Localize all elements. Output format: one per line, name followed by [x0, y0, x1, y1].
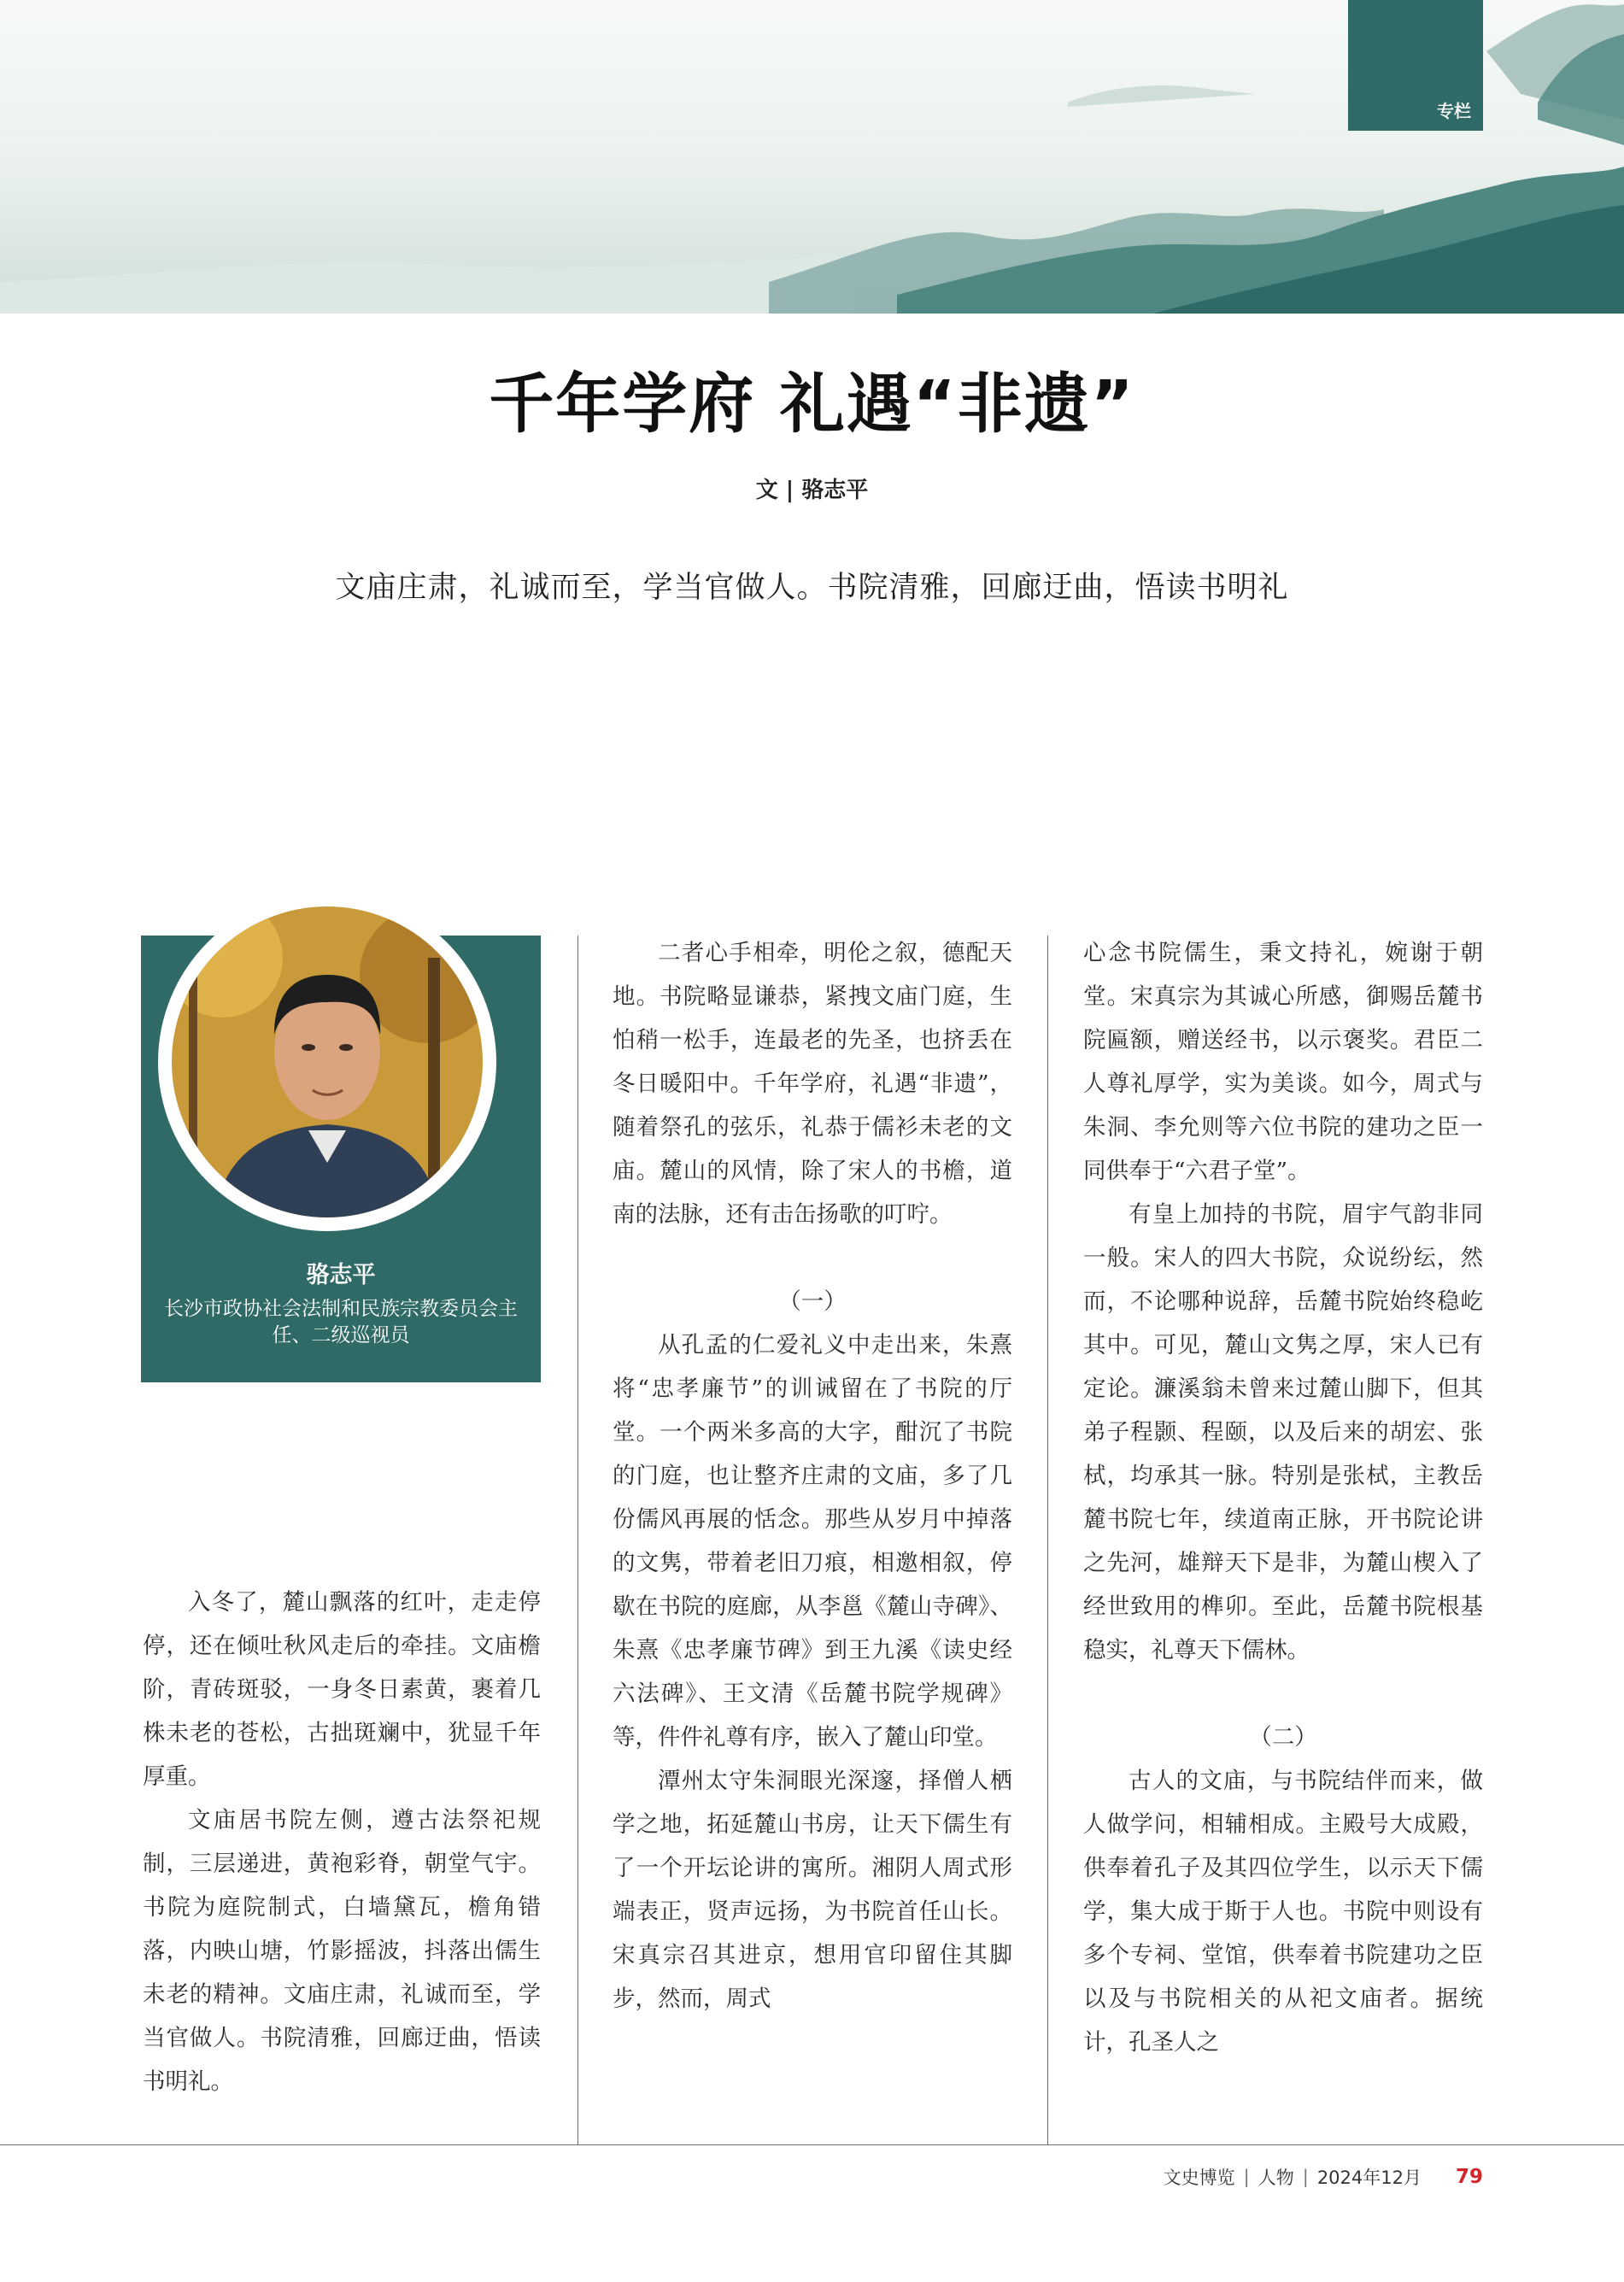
paragraph: 心念书院儒生，秉文持礼，婉谢于朝堂。宋真宗为其诚心所感，御赐岳麓书院匾额，赠送经书，以示褒奖。君臣二人尊礼厚学，实为美谈。如今，周式与朱洞、李允则等六位书院的建功之臣一同供奉于“六君子堂”。 — [1083, 940, 1483, 1184]
column-divider — [577, 936, 578, 2144]
header-banner — [0, 0, 1624, 314]
paragraph: 古人的文庙，与书院结伴而来，做人做学问，相辅相成。主殿号大成殿，供奉着孔子及其四位学生，以示天下儒学，集大成于斯于人也。书院中则设有多个专祠、堂馆，供奉着书院建功之臣以及与书院相关的从祀文庙者。据统计，孔圣人之 — [1083, 1768, 1483, 2056]
author-name: 骆志平 — [306, 1262, 376, 1288]
paragraph: 有皇上加持的书院，眉宇气韵非同一般。宋人的四大书院，众说纷纭，然而，不论哪种说辞，岳麓书院始终稳屹其中。可见，麓山文隽之厚，宋人已有定论。濂溪翁未曾来过麓山脚下，但其弟子程颢、程颐，以及后来的胡宏、张栻，均承其一脉。特别是张栻，主教岳麓书院七年，续道南正脉，开书院论讲之先河，雄辩天下是非，为麓山楔入了经世致用的榫卯。至此，岳麓书院根基稳实，礼尊天下儒林。 — [1083, 1201, 1483, 1663]
paragraph: 文庙居书院左侧，遵古法祭祀规制，三层递进，黄袍彩脊，朝堂气宇。书院为庭院制式，白墙黛瓦，檐角错落，内映山塘，竹影摇波，抖落出儒生未老的精神。文庙庄肃，礼诚而至，学当官做人。书院清雅，回廊迂曲，悟读书明礼。 — [143, 1807, 541, 2095]
paragraph: 入冬了，麓山飘落的红叶，走走停停，还在倾吐秋风走后的牵挂。文庙檐阶，青砖斑驳，一身冬日素黄，裹着几株未老的苍松，古拙斑斓中，犹显千年厚重。 — [143, 1589, 541, 1790]
footer-issue: 2024年12月 — [1316, 2168, 1422, 2188]
article-lead: 文庙庄肃，礼诚而至，学当官做人。书院清雅，回廊迂曲，悟读书明礼 — [335, 571, 1289, 605]
column-tag — [1348, 0, 1483, 131]
column-divider — [1047, 936, 1048, 2144]
footer-separator: | — [1302, 2167, 1309, 2187]
column-1 — [143, 1581, 541, 2103]
footer-rule — [0, 2144, 1624, 2145]
page-number: 79 — [1455, 2166, 1483, 2188]
article-byline: 文 | 骆志平 — [755, 478, 869, 503]
author-role: 长沙市政协社会法制和民族宗教委员会主任、二级巡视员 — [164, 1298, 518, 1346]
paragraph: 潭州太守朱洞眼光深邃，择僧人栖学之地，拓延麓山书房，让天下儒生有了一个开坛论讲的寓所。湘阴人周式形端表正，贤声远扬，为书院首任山长。宋真宗召其进京，想用官印留住其脚步，然而，周式 — [613, 1768, 1012, 2012]
footer-section: 人物 — [1258, 2168, 1294, 2188]
section-heading-1: （一） — [778, 1288, 847, 1315]
paragraph: 从孔孟的仁爱礼义中走出来，朱熹将“忠孝廉节”的训诫留在了书院的厅堂。一个两米多高的大字，酣沉了书院的门庭，也让整齐庄肃的文庙，多了几份儒风再展的恬念。那些从岁月中掉落的文隽，带着老旧刀痕，相邀相叙，停歇在书院的庭廊，从李邕《麓山寺碑》、朱熹《忠孝廉节碑》到王九溪《读史经六法碑》、王文清《岳麓书院学规碑》等，件件礼尊有序，嵌入了麓山印堂。 — [613, 1332, 1012, 1751]
article-title: 千年学府 礼遇“非遗” — [489, 366, 1135, 442]
paragraph: 二者心手相牵，明伦之叙，德配天地。书院略显谦恭，紧拽文庙门庭，生怕稍一松手，连最老的先圣，也挤丢在冬日暖阳中。千年学府，礼遇“非遗”，随着祭孔的弦乐，礼恭于儒衫未老的文庙。麓山的风情，除了宋人的书檐，道南的法脉，还有击缶扬歌的叮咛。 — [613, 940, 1012, 1228]
column-2 — [613, 931, 1012, 2021]
author-photo — [172, 906, 483, 1217]
page-footer — [1164, 2164, 1483, 2190]
footer-separator: | — [1243, 2167, 1250, 2187]
footer-magazine: 文史博览 — [1163, 2168, 1235, 2188]
column-3 — [1083, 931, 1483, 2064]
section-heading-2: （二） — [1249, 1724, 1317, 1751]
column-tag-label: 专栏 — [1437, 101, 1471, 121]
